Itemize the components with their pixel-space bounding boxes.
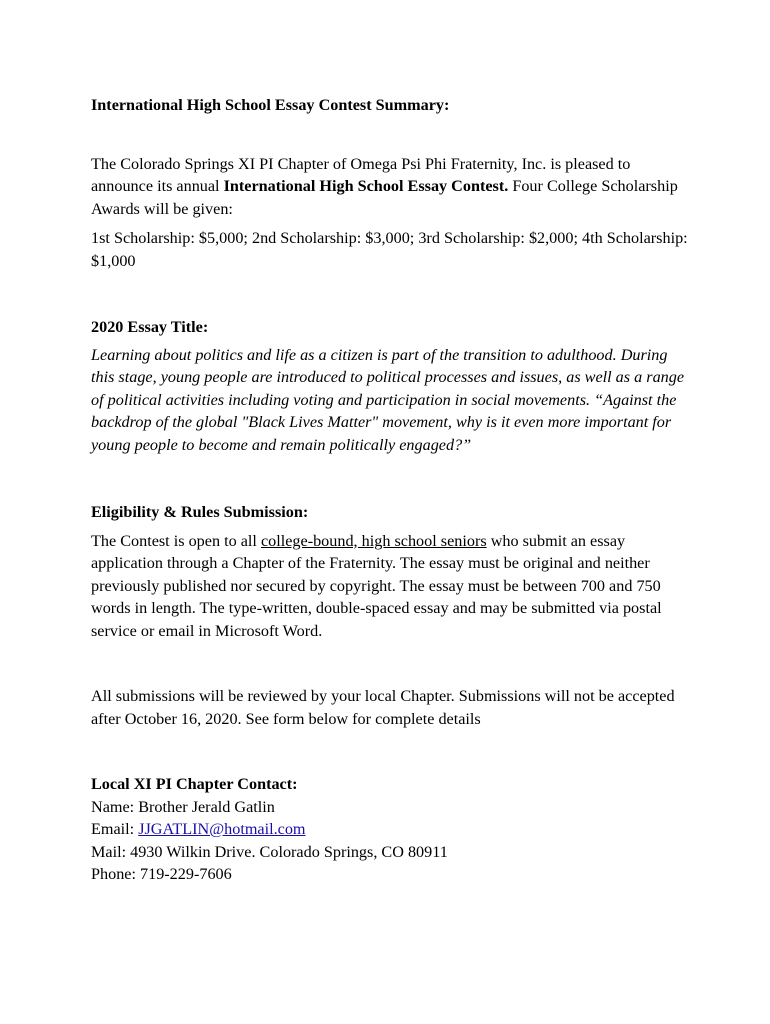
- contact-email-line: [91, 818, 691, 841]
- intro-paragraph: [91, 153, 691, 221]
- eligibility-text-start: The Contest is open to all: [91, 531, 261, 550]
- contact-email-label: Email:: [91, 820, 139, 838]
- contact-email-link[interactable]: JJGATLIN@hotmail.com: [138, 820, 306, 838]
- essay-title-heading: 2020 Essay Title:: [91, 318, 209, 336]
- eligibility-paragraph: [91, 530, 691, 643]
- contest-summary-heading: International High School Essay Contest Summary:: [91, 96, 450, 114]
- review-deadline-paragraph: All submissions will be reviewed by your local Chapter. Submissions will not be accepted after October 16, 2020. See form below for complete details: [91, 687, 675, 728]
- contact-name: Name: Brother Jerald Gatlin: [91, 797, 275, 816]
- document-page: [91, 94, 691, 886]
- eligibility-underlined-text: college-bound, high school seniors: [260, 531, 487, 550]
- scholarship-amounts: 1st Scholarship: $5,000; 2nd Scholarship: $3,000; 3rd Scholarship: $2,000; 4th Scholarship: $1,000: [91, 229, 688, 270]
- intro-text-end: Four College Scholarship Awards will be given:: [91, 177, 678, 218]
- contact-mail: Mail: 4930 Wilkin Drive. Colorado Springs, CO 80911: [91, 842, 448, 861]
- intro-text-start: The Colorado Springs XI PI Chapter of Omega Psi Phi Fraternity, Inc. is pleased to announce its annual: [91, 154, 631, 195]
- eligibility-text-end: who submit an essay application through a Chapter of the Fraternity. The essay must be original and neither previously published nor secured by copyright. The essay must be between 700 and 750 words in length. The type-written, double-spaced essay and may be submitted via postal service or email in Microsoft Word.: [91, 531, 662, 640]
- eligibility-heading: Eligibility & Rules Submission:: [91, 503, 309, 521]
- contest-name: International High School Essay Contest.: [223, 177, 509, 195]
- contact-heading: Local XI PI Chapter Contact:: [91, 775, 298, 793]
- essay-prompt: Learning about politics and life as a citizen is part of the transition to adulthood. During this stage, young people are introduced to political processes and issues, as well as a range of political activities including voting and participation in social movements. “Against the backdrop of the global "Black Lives Matter" movement, why is it even more important for young people to become and remain politically engaged?”: [91, 345, 685, 454]
- contact-phone: Phone: 719-229-7606: [91, 865, 232, 883]
